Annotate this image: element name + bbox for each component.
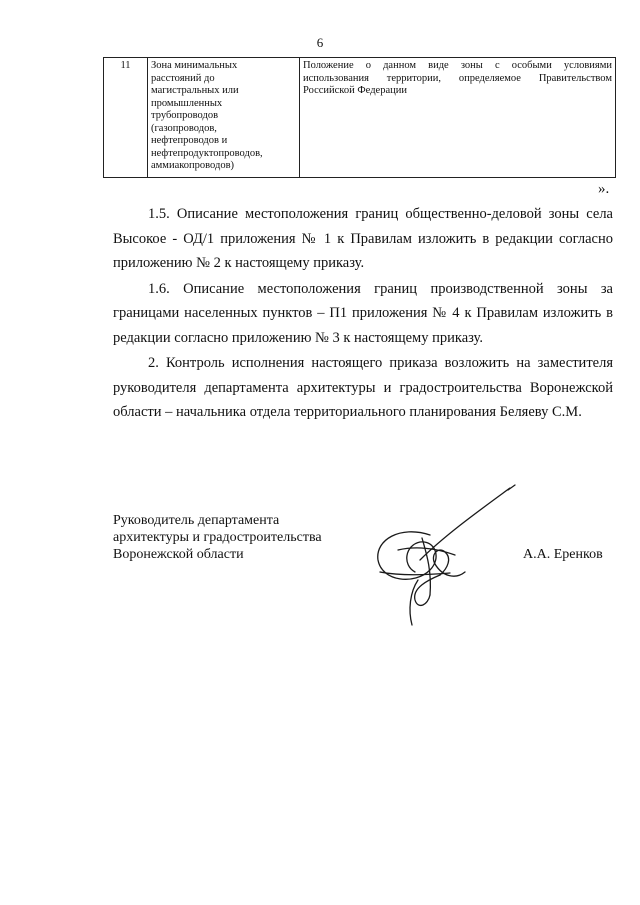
signer-name: А.А. Еренков [523,547,603,562]
paragraph-1-5: 1.5. Описание местоположения границ общественно-деловой зоны села Высокое - ОД/1 приложения № 1 к Правилам изложить в редакции согласно приложению № 2 к настоящему приказу. [113,206,613,271]
zone-table [103,57,616,178]
handwritten-signature [360,480,525,630]
closing-quote: ». [598,181,610,197]
page-number: 6 [316,35,324,50]
zone-name-cell: Зона минимальных расстояний до магистральных или промышленных трубопроводов (газопроводов, нефтепроводов и нефтепродуктопроводов, аммиакопроводов) [148,58,300,178]
signer-title-line-1: Руководитель департамента [113,513,280,528]
signer-title-line-2: архитектуры и градостроительства [113,530,322,545]
paragraph-2: 2. Контроль исполнения настоящего приказа возложить на заместителя руководителя департамента архитектуры и градостроительства Воронежской области – начальника отдела территориального планирования Беляеву С.М. [113,355,613,420]
row-number-cell: 11 [104,58,148,178]
document-body [113,202,613,425]
table-row [104,58,616,178]
signer-title [113,512,322,563]
zone-description-cell: Положение о данном виде зоны с особыми условиями использования территории, определяемое Правительством Российской Федерации [300,58,616,178]
signer-title-line-3: Воронежской области [113,547,244,562]
paragraph-1-6: 1.6. Описание местоположения границ производственной зоны за границами населенных пунктов – П1 приложения № 4 к Правилам изложить в редакции согласно приложению № 3 к настоящему приказу. [113,280,613,346]
